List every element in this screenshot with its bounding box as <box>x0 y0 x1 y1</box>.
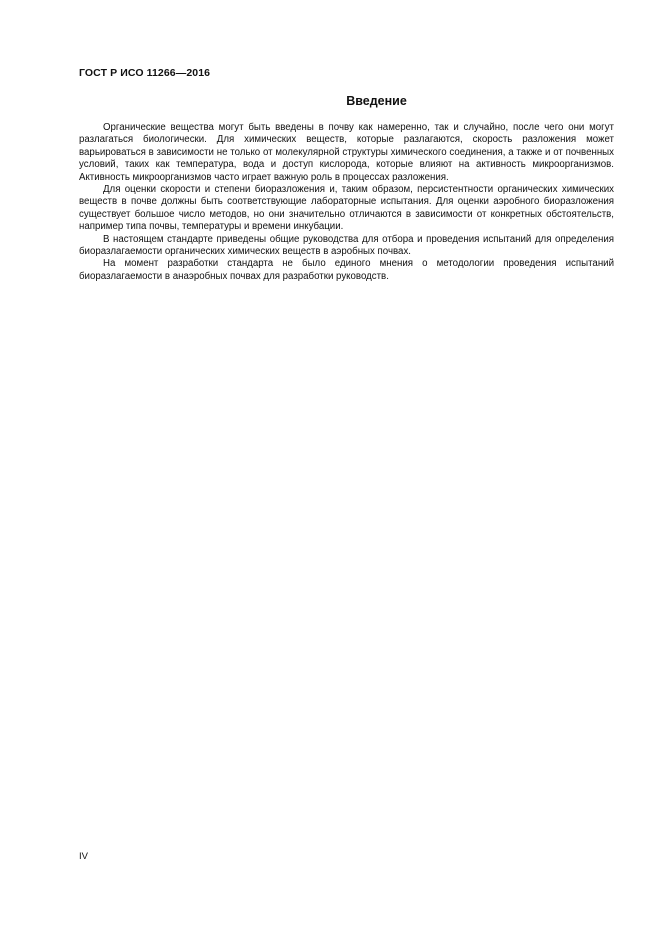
paragraph-4: На момент разработки стандарта не было единого мнения о методологии проведения испытаний биоразлагаемости в анаэробных почвах для разработки руководств. <box>79 258 614 282</box>
section-title: Введение <box>346 94 407 108</box>
document-header: ГОСТ Р ИСО 11266—2016 <box>79 67 211 79</box>
page-number: IV <box>79 851 88 862</box>
paragraph-2: Для оценки скорости и степени биоразложения и, таким образом, персистентности органических химических веществ в почве должны быть соответствующие лабораторные испытания. Для оценки аэробного биоразложения существует большое число методов, но они значительно отличаются в зависимости от конкретных обстоятельств, например типа почвы, температуры и времени инкубации. <box>79 184 614 233</box>
paragraph-3: В настоящем стандарте приведены общие руководства для отбора и проведения испытаний для определения биоразлагаемости органических химических веществ в аэробных почвах. <box>79 233 614 258</box>
section-body <box>79 122 614 283</box>
paragraph-1: Органические вещества могут быть введены в почву как намеренно, так и случайно, после чего они могут разлагаться биологически. Для химических веществ, которые разлагаются, скорость разложения может варьироваться в зависимости не только от молекулярной структуры химического соединения, а также и от почвенных условий, таких как температура, вода и доступ кислорода, которые влияют на активность микроорганизмов. Активность микроорганизмов часто играет важную роль в процессах разложения. <box>79 122 614 183</box>
